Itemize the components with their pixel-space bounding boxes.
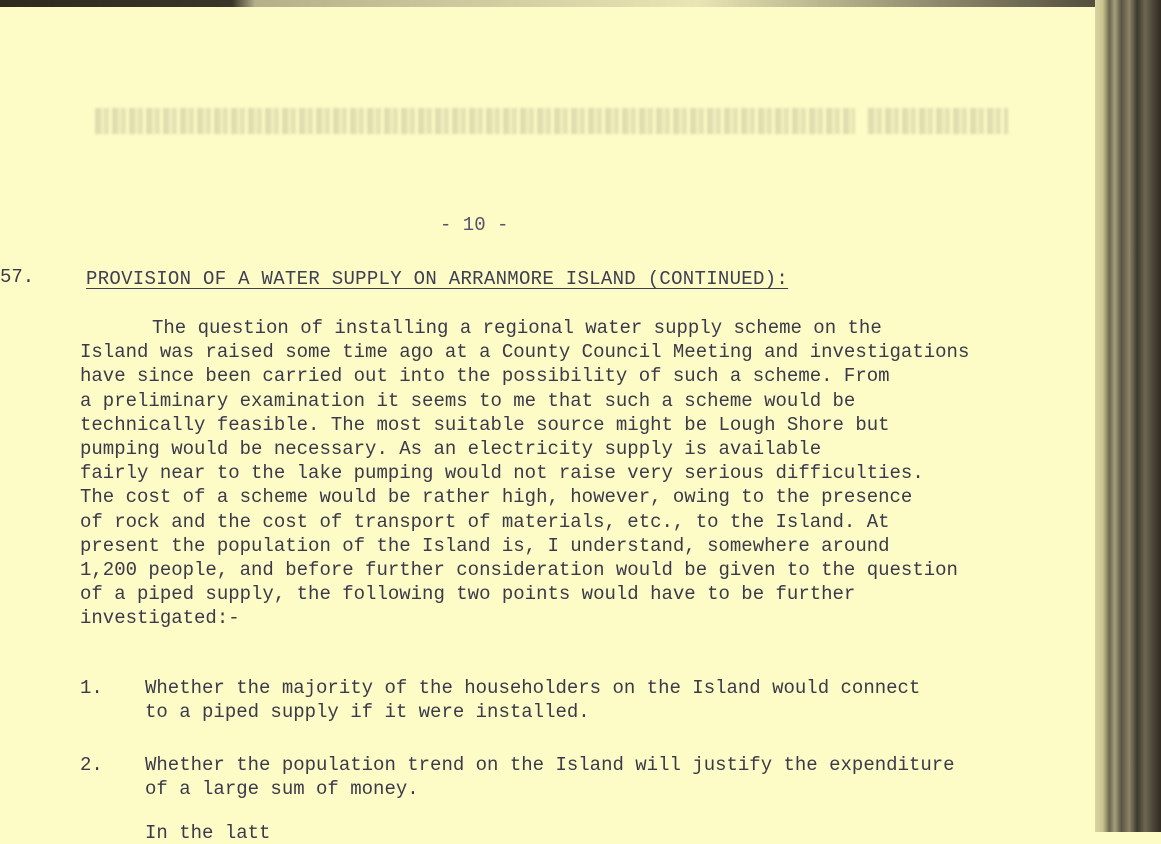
paragraph-line: fairly near to the lake pumping would not raise very serious difficulties.	[80, 462, 924, 485]
point-text	[145, 676, 920, 724]
paragraph-line: pumping would be necessary. As an electricity supply is available	[80, 438, 822, 461]
bleed-through-text	[95, 108, 855, 134]
book-binding-edge	[1095, 0, 1161, 832]
point-line: Whether the population trend on the Island will justify the expenditure	[145, 754, 955, 776]
section-heading	[86, 268, 788, 290]
paragraph-line: Island was raised some time ago at a County Council Meeting and investigations	[80, 341, 970, 364]
paragraph-line: The question of installing a regional water supply scheme on the	[152, 317, 882, 339]
paragraph-line: of a piped supply, the following two points would have to be further	[80, 583, 856, 606]
point-number: 2.	[80, 754, 103, 776]
heading-text: PROVISION OF A WATER SUPPLY ON ARRANMORE ISLAND (CONTINUED):	[86, 268, 789, 290]
point-text	[145, 753, 955, 801]
scan-top-edge	[0, 0, 1161, 7]
cut-off-line: In the latt	[145, 822, 271, 844]
point-line: to a piped supply if it were installed.	[145, 701, 590, 723]
point-number: 1.	[80, 677, 103, 699]
numbered-point	[80, 753, 1060, 803]
paragraph-line: technically feasible. The most suitable source might be Lough Shore but	[80, 413, 890, 436]
numbered-point	[80, 676, 1040, 726]
paragraph-line: have since been carried out into the possibility of such a scheme. From	[80, 365, 890, 388]
paragraph-line: investigated:-	[80, 607, 240, 630]
paragraph-line: The cost of a scheme would be rather high, however, owing to the presence	[80, 486, 913, 509]
paragraph-line: present the population of the Island is, I understand, somewhere around	[80, 534, 890, 557]
point-line: of a large sum of money.	[145, 778, 419, 800]
paragraph-line: 1,200 people, and before further consideration would be given to the question	[80, 559, 958, 582]
paragraph-line: of rock and the cost of transport of materials, etc., to the Island. At	[80, 510, 890, 533]
body-paragraph	[80, 316, 1090, 631]
point-line: Whether the majority of the householders on the Island would connect	[145, 677, 921, 699]
paragraph-line: a preliminary examination it seems to me that such a scheme would be	[80, 389, 856, 412]
bleed-through-text	[868, 108, 1008, 134]
item-number: 57.	[0, 266, 35, 288]
page-number: - 10 -	[440, 214, 509, 236]
